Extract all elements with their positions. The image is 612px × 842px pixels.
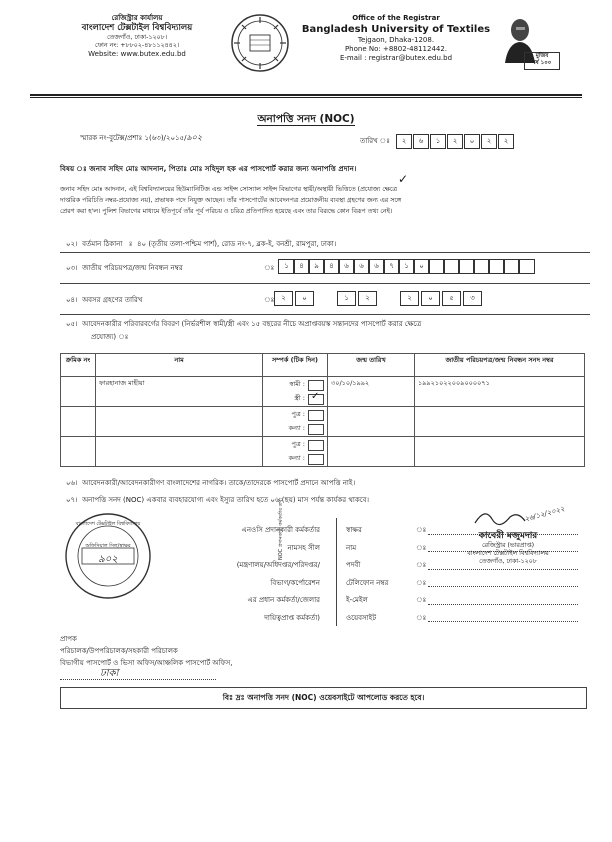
th-dob: জন্ম তারিখ bbox=[328, 354, 415, 377]
digit-box[interactable]: ১ bbox=[398, 259, 415, 274]
digit-box[interactable]: ১ bbox=[278, 259, 295, 274]
item-06: ০৬। আবেদনকারী/আবেদনকারীগণ বাংলাদেশের নাগরিক। তাকে/তাদেরকে পাসপোর্ট প্রদানে আপত্তি নাই। bbox=[66, 479, 356, 487]
digit-box[interactable]: ১ bbox=[430, 134, 446, 149]
address-bn: তেজগাঁও, ঢাকা-১২০৮। bbox=[106, 34, 167, 41]
email-en: E-mail : registrar@butex.edu.bd bbox=[339, 54, 453, 62]
signatory-fields: স্বাক্ষর নাম পদবী টেলিফোন নম্বর ই-মেইল ওয়েবসাইট bbox=[346, 526, 389, 622]
vertical-note: NOC প্রদানকারী কর্মকর্তার তথ্য bbox=[278, 497, 284, 560]
body-paragraph: জনাব সহিদ মোঃ আদনান, এই বিশ্ববিদ্যালয়ের হিউম্যানিটিজ এন্ড সাইন্স সোস্যাল সাইন্স বিভাগের স্থায়ী/অস্থায়ী ভিত্তিতে (প্রযোজ্য ক্ষেত্রে দাপ্তরিক পরিচিতি নম্বর-প্রযোজ্য নয়), প্রভাষক পদে নিযুক্ত আছেন। তাঁর পাসপোর্টের আবেদনপত্র প্রয়োজনীয় ব্যবস্থা গ্রহণের জন্য এর সঙ্গে প্রেরণ করা হ'ল। পুলিশ বিভাগের মাধ্যমে ইতিপূর্বে তাঁর পূর্ব পরিচয় ও চরিত্র প্রতিপাদিত হয়েছে এবং তার বিরূদ্ধে কোন বিরূপ তথ্য নেই। bbox=[60, 186, 402, 215]
item-04-rule bbox=[60, 314, 590, 315]
phone-bn: ফোন নং: +৮৮০২-৪৮১১২৪৪২। bbox=[94, 42, 180, 49]
signatory-divider bbox=[336, 518, 337, 626]
header-left bbox=[52, 14, 222, 59]
digit-box[interactable]: ৪ bbox=[323, 259, 340, 274]
office-bn: রেজিস্ট্রার কার্যালয় bbox=[111, 14, 163, 22]
daughter-checkbox[interactable] bbox=[308, 454, 324, 465]
digit-box[interactable]: ৩ bbox=[463, 291, 482, 306]
digit-box[interactable]: ০ bbox=[421, 291, 440, 306]
recipient-city: ঢাকা bbox=[100, 668, 119, 679]
item-05-cont: প্রযোজ্য) ঃ bbox=[91, 333, 129, 341]
mujib-badge: মুজিব বর্ষ ১০০ bbox=[524, 52, 560, 70]
signatory-seps: ঃ ঃ ঃ ঃ ঃ ঃ bbox=[416, 526, 427, 622]
digit-box[interactable] bbox=[518, 259, 535, 274]
digit-box[interactable]: ২ bbox=[396, 134, 412, 149]
item-02-rule bbox=[60, 252, 590, 253]
th-name: নাম bbox=[96, 354, 263, 377]
th-relation: সম্পর্ক (টিক দিন) bbox=[263, 354, 328, 377]
item-03-label: ০৩। জাতীয় পরিচয়পত্র/জন্ম নিবন্ধন নম্বর bbox=[66, 264, 183, 272]
digit-box[interactable]: ৬ bbox=[368, 259, 385, 274]
signature-date: ২৬/১২/২০২২ bbox=[523, 504, 566, 524]
husband-checkbox[interactable] bbox=[308, 380, 324, 391]
digit-box[interactable]: ৯ bbox=[308, 259, 325, 274]
digit-box[interactable]: ০ bbox=[295, 291, 314, 306]
digit-box[interactable]: ০ bbox=[464, 134, 480, 149]
address-en: Tejgaon, Dhaka-1208. bbox=[357, 36, 435, 44]
checkmark-icon: ✓ bbox=[398, 172, 409, 186]
table-row: পুত্র : কন্যা : bbox=[61, 407, 585, 437]
field-line bbox=[428, 621, 578, 622]
field-line bbox=[428, 586, 578, 587]
digit-box[interactable] bbox=[379, 291, 396, 304]
signatory-left: এনওসি প্রদানকারী কর্মকর্তার নামসহ সীল (মন্ত্রণালয়/অধিদপ্তর/পরিদপ্তর/ বিভাগ/কর্পোরেশন এর প্রধান কর্মকর্তা/জেলার দায়িত্বপ্রাপ্ত কর্মকর্তা) bbox=[236, 526, 320, 622]
th-nid: জাতীয় পরিচয়পত্র/জন্ম নিবন্ধন সনদ নম্বর bbox=[415, 354, 585, 377]
university-en: Bangladesh University of Textiles bbox=[301, 24, 491, 35]
university-logo bbox=[230, 13, 290, 73]
table-row: ফারহানাজ মাহীয়া স্বামী : স্ত্রী : ✓ ৩০/১০/১৯৯২ ১৯৯২১০২২০০৯০০০০৭১ bbox=[61, 377, 585, 407]
university-bn: বাংলাদেশ টেক্সটাইল বিশ্ববিদ্যালয় bbox=[81, 23, 193, 33]
digit-box[interactable]: ২ bbox=[400, 291, 419, 306]
item-05: ০৫। আবেদনকারীর পরিবারবর্গের বিবরণ (নির্ভরশীল স্বামী/স্ত্রী এবং ১৫ বছরের নীচে অপ্রাপ্তবয়স্ক সন্তানদের পাসপোর্ট করার ক্ষেত্রে bbox=[66, 320, 422, 328]
digit-box[interactable]: ২ bbox=[274, 291, 293, 306]
recipient-line bbox=[60, 679, 216, 680]
footer-note-box bbox=[60, 687, 587, 709]
daughter-checkbox[interactable] bbox=[308, 424, 324, 435]
digit-box[interactable]: ৬ bbox=[413, 134, 429, 149]
wife-checkbox[interactable] bbox=[308, 391, 324, 405]
digit-box[interactable]: ৬ bbox=[353, 259, 370, 274]
digit-box[interactable]: ২ bbox=[498, 134, 514, 149]
header-right bbox=[296, 14, 496, 63]
digit-box[interactable]: ১ bbox=[337, 291, 356, 306]
digit-box[interactable]: ২ bbox=[447, 134, 463, 149]
footer-note: বিঃ দ্রঃ অনাপত্তি সনদ (NOC) ওয়েবসাইটে আপলোড করতে হবে। bbox=[222, 693, 425, 702]
date-label: তারিখ ঃ bbox=[360, 137, 390, 145]
item-07: ০৭। অনাপত্তি সনদ (NOC) একবার ব্যবহারযোগ্য এবং ইস্যুর তারিখ হতে ০৬ (ছয়) মাস পর্যন্ত কার্যকর থাকবে। bbox=[66, 496, 370, 504]
item-04-sep: ঃ bbox=[264, 296, 275, 304]
round-seal: বাংলাদেশ টেক্সটাইল বিশ্ববিদ্যালয় অফিসিয়াল সিল/স্বাক্ষর ৯০২ bbox=[64, 512, 152, 600]
table-row: পুত্র : কন্যা : bbox=[61, 437, 585, 467]
website: Website: www.butex.edu.bd bbox=[88, 50, 186, 58]
subject: বিষয় ঃ জনাব সহিদ মোঃ আদনান, পিতাঃ মোঃ সহিদুল হক এর পাসপোর্ট করার জন্য অনাপত্তি প্রদান। bbox=[60, 164, 357, 173]
recipient: প্রাপক পরিচালক/উপপরিচালক/সহকারী পরিচালক বিভাগীয় পাসপোর্ট ও ভিসা অফিস/আঞ্চলিক পাসপোর্ট অফিস, bbox=[60, 635, 233, 667]
item-04-label: ০৪। অবসর গ্রহণের তারিখ bbox=[66, 296, 143, 304]
son-checkbox[interactable] bbox=[308, 410, 324, 421]
office-en: Office of the Registrar bbox=[352, 14, 440, 22]
phone-en: Phone No: +8802-48112442. bbox=[344, 45, 448, 53]
digit-box[interactable]: ৪ bbox=[293, 259, 310, 274]
reference-no: স্মারক নং-বুটেক্স/প্রশাঃ ১(৬৩)/২০১৫/৯০২ bbox=[80, 133, 203, 142]
item-03-rule bbox=[60, 283, 590, 284]
digit-box[interactable]: ০ bbox=[413, 259, 430, 274]
son-checkbox[interactable] bbox=[308, 440, 324, 451]
checkmark-icon: ✓ bbox=[311, 391, 320, 402]
digit-box[interactable]: ২ bbox=[481, 134, 497, 149]
header-rule bbox=[30, 94, 582, 98]
item-03-sep: ঃ bbox=[264, 264, 275, 272]
page-title: অনাপত্তি সনদ (NOC) bbox=[257, 113, 355, 125]
officer-stamp: কাবেরী মজুমদার রেজিস্ট্রার (ভারপ্রাপ্ত) বাংলাদেশ টেক্সটাইল বিশ্ববিদ্যালয় তেজগাঁও, ঢাকা-১২০৮ bbox=[467, 531, 549, 565]
digit-box[interactable]: ৫ bbox=[442, 291, 461, 306]
digit-box[interactable] bbox=[316, 291, 333, 304]
field-line bbox=[428, 604, 578, 605]
item-02: ০২। বর্তমান ঠিকানা ৪০ (তৃতীয় তলা-পশ্চিম পার্শ), রোড নং-৭, ব্লক-ই, বনশ্রী, রামপুরা, ঢাকা। bbox=[66, 240, 337, 248]
field-line bbox=[428, 569, 578, 570]
digit-box[interactable]: ৭ bbox=[383, 259, 400, 274]
th-serial: ক্রমিক নং bbox=[61, 354, 96, 377]
digit-box[interactable]: ২ bbox=[358, 291, 377, 306]
digit-box[interactable]: ৬ bbox=[338, 259, 355, 274]
family-table bbox=[60, 353, 585, 467]
